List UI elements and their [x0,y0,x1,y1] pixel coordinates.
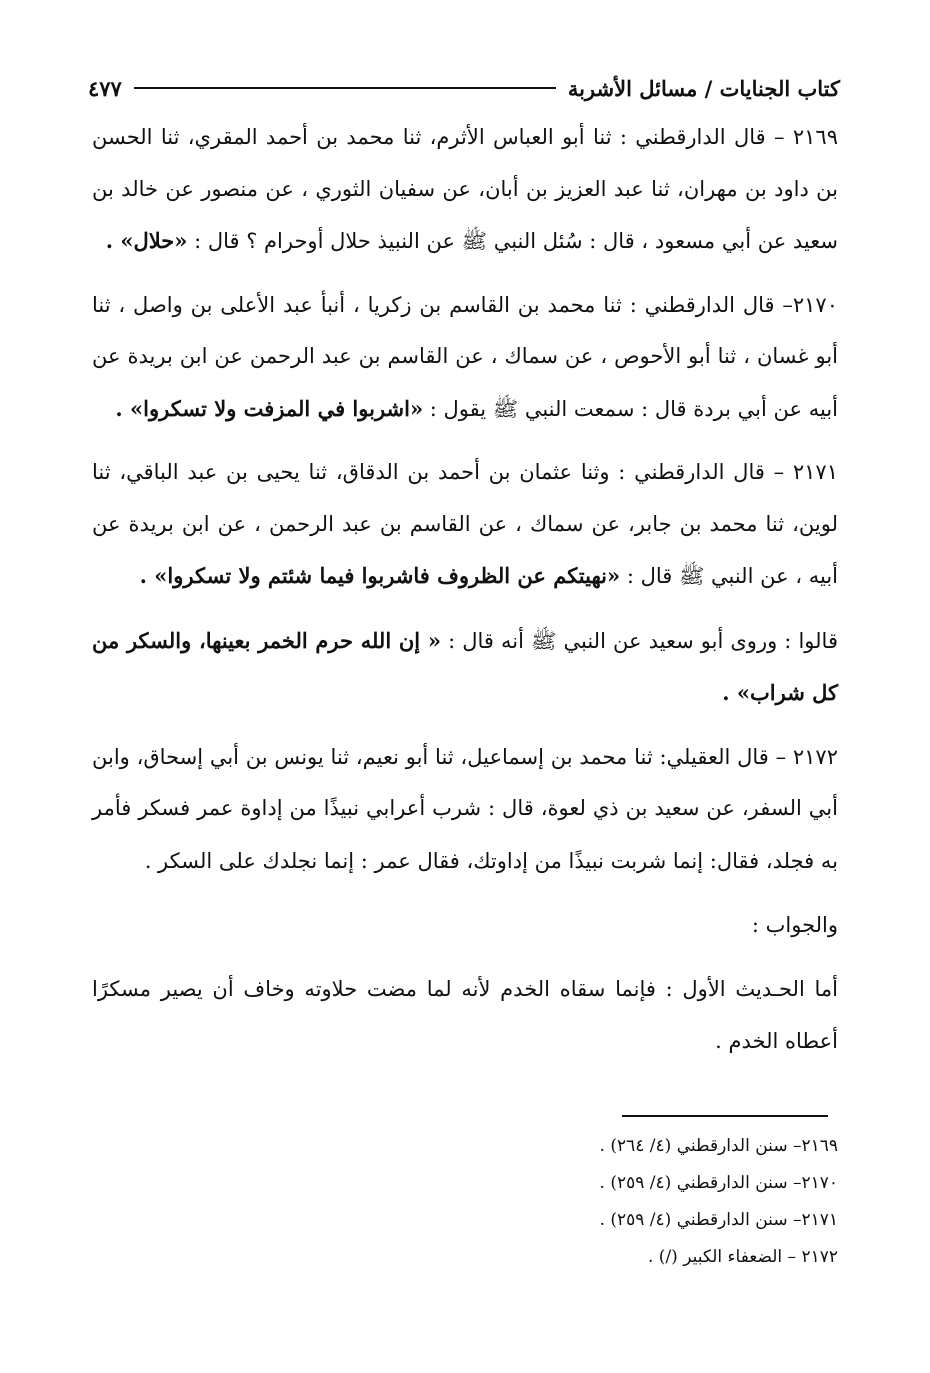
hadith-quote: «نهيتكم عن الظروف فاشربوا فيما شئتم ولا تسكروا» . [139,563,621,588]
paragraph-2171 [92,447,838,603]
footnotes [500,1128,838,1276]
footnote-2169: ٢١٦٩– سنن الدارقطني (٤/ ٢٦٤) . [599,1136,838,1156]
header-title: كتاب الجنايات / مسائل الأشربة [567,75,840,101]
hadith-quote: « إن الله حرم الخمر بعينها، والسكر من كل شراب» . [92,627,838,705]
hadith-quote: «حلال» . [105,228,188,253]
paragraph-text: ٢١٧٠– قال الدارقطني : ثنا محمد بن القاسم بن زكريا ، أنبأ عبد الأعلى بن واصل ، ثنا أبو غسان ، ثنا أبو الأحوص ، عن سماك ، عن القاسم بن عبد الرحمن عن ابن بريدة عن أبيه عن أبي بردة قال : سمعت النبي ﷺ يقول : [92,292,838,421]
paragraph-text: أما الحـديث الأول : فإنما سقاه الخدم لأنه لما مضت حلاوته وخاف أن يصير مسكرًا أعطاه الخدم . [92,976,838,1053]
paragraph-answer-heading [92,899,838,952]
paragraph-qalu [92,615,838,720]
paragraph-text: والجواب : [751,913,838,937]
header-rule [134,87,556,89]
paragraph-text: قالوا : وروى أبو سعيد عن النبي ﷺ أنه قال : [448,628,838,653]
footnote-2172: ٢١٧٢ – الضعفاء الكبير (/) . [648,1247,838,1267]
paragraph-text: ٢١٧٢ – قال العقيلي: ثنا محمد بن إسماعيل، ثنا أبو نعيم، ثنا يونس بن أبي إسحاق، وابن أبي السفر، عن سعيد بن ذي لعوة، قال : شرب أعرابي نبيذًا من إداوة عمر فسكر فأمر به فجلد، فقال: إنما شربت نبيذًا من إداوتك، فقال عمر : إنما نجلدك على السكر . [92,744,838,873]
main-text [92,112,838,1068]
paragraph-2170 [92,280,838,436]
hadith-quote: «اشربوا في المزفت ولا تسكروا» . [115,395,424,421]
page-number: ٤٧٧ [88,75,122,101]
paragraph-2169 [92,112,838,268]
paragraph-2172 [92,732,838,888]
paragraph-text: ٢١٦٩ – قال الدارقطني : ثنا أبو العباس الأثرم، ثنا محمد بن أحمد المقري، ثنا الحسن بن داود بن مهران، ثنا عبد العزيز بن أبان، عن سفيان الثوري ، عن منصور عن خالد بن سعيد عن أبي مسعود ، قال : سُئل النبي ﷺ عن النبيذ حلال أوحرام ؟ قال : [92,125,838,253]
footnote-2170: ٢١٧٠– سنن الدارقطني (٤/ ٢٥٩) . [599,1173,838,1193]
footnote-2171: ٢١٧١– سنن الدارقطني (٤/ ٢٥٩) . [599,1210,838,1230]
paragraph-text: ٢١٧١ – قال الدارقطني : وثنا عثمان بن أحمد بن الدقاق، ثنا يحيى بن عبد الباقي، ثنا لوين، ثنا محمد بن جابر، عن سماك ، عن القاسم بن عبد الرحمن ، عن ابن بريدة عن أبيه ، عن النبي ﷺ قال : [92,460,838,588]
paragraph-first-hadith-answer [92,964,838,1068]
running-header [88,70,840,106]
footnote-separator [622,1115,828,1117]
